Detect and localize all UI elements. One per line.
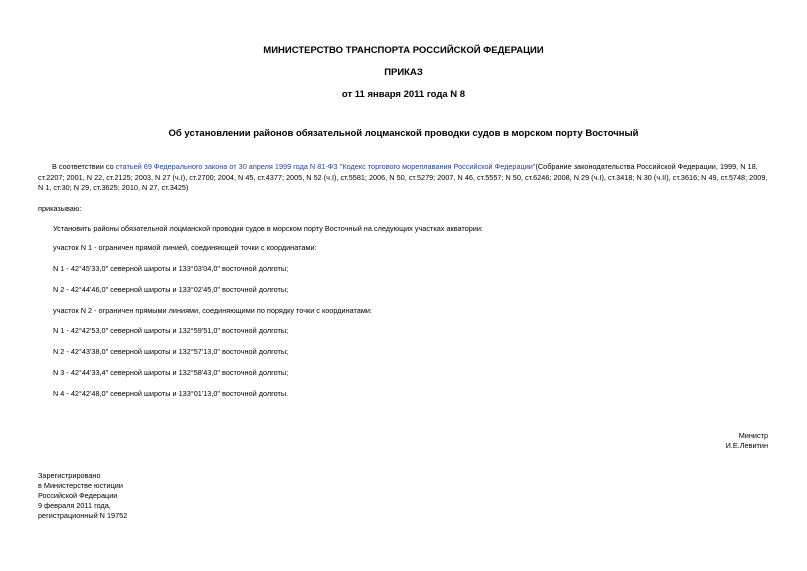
- section1-point-1: N 1 - 42°45'33,0" северной широты и 133°03'04,0" восточной долготы;: [53, 264, 289, 273]
- section2-point-1: N 1 - 42°42'53,0" северной широты и 132°59'51,0" восточной долготы;: [53, 326, 289, 335]
- registration-line-1: Зарегистрировано: [38, 471, 101, 480]
- section2-point-4: N 4 - 42°42'48,0" северной широты и 133°01'13,0" восточной долготы.: [53, 389, 289, 398]
- maritime-code-link[interactable]: "Кодекс торгового мореплавания Российской Федерации": [339, 162, 536, 171]
- order-word: приказываю:: [38, 204, 82, 213]
- section1-point-2: N 2 - 42°44'46,0" северной широты и 133°02'45,0" восточной долготы;: [53, 285, 289, 294]
- registration-line-5: регистрационный N 19752: [38, 511, 128, 520]
- registration-line-2: в Министерстве юстиции: [38, 481, 123, 490]
- registration-line-4: 9 февраля 2011 года,: [38, 501, 111, 510]
- preamble-text-start: В соответствии со: [52, 162, 116, 171]
- registration-line-3: Российской Федерации: [38, 491, 118, 500]
- preamble-text-end: (Собрание законодательства Российской Федерации, 1999, N 18, ст.2207; 2001, N 22, ст.2125; 2003, N 27 (ч.I), ст.2700; 2004, N 45, ст.4377; 2005, N 52 (ч.I), ст.5581; 2006, N 50, ст.5279; 2007, N 46, ст.5557; N 50, ст.6246; 2008, N 29 (ч.I), ст.3418; N 30 (ч.II), ст.3616; N 49, ст.5748; 2009, N 1, ст.30; N 29, ст.3625; 2010, N 27, ст.3425): [38, 162, 768, 192]
- preamble-paragraph: [38, 162, 770, 194]
- section2-point-2: N 2 - 42°43'38,0" северной широты и 132°57'13,0" восточной долготы;: [53, 347, 289, 356]
- document-title: Об установлении районов обязательной лоцманской проводки судов в морском порту Восточный: [168, 128, 639, 139]
- section1-heading: участок N 1 - ограничен прямой линией, соединяющей точки с координатами:: [53, 243, 317, 252]
- section2-point-3: N 3 - 42°44'33,4" северной широты и 132°58'43,0" восточной долготы;: [53, 368, 289, 377]
- signature-name: И.Е.Левитин: [725, 441, 768, 450]
- law-article-link[interactable]: статьей 69 Федерального закона от 30 апреля 1999 года N 81-ФЗ: [115, 162, 338, 171]
- doc-type-heading: ПРИКАЗ: [384, 67, 423, 78]
- section2-heading: участок N 2 - ограничен прямыми линиями, соединяющими по порядку точки с координатами:: [53, 306, 372, 315]
- ministry-heading: МИНИСТЕРСТВО ТРАНСПОРТА РОССИЙСКОЙ ФЕДЕРАЦИИ: [263, 45, 544, 56]
- signature-position: Министр: [738, 431, 768, 440]
- date-number-heading: от 11 января 2011 года N 8: [341, 89, 466, 100]
- body-intro: Установить районы обязательной лоцманской проводки судов в морском порту Восточный на следующих участках акватории:: [53, 224, 483, 233]
